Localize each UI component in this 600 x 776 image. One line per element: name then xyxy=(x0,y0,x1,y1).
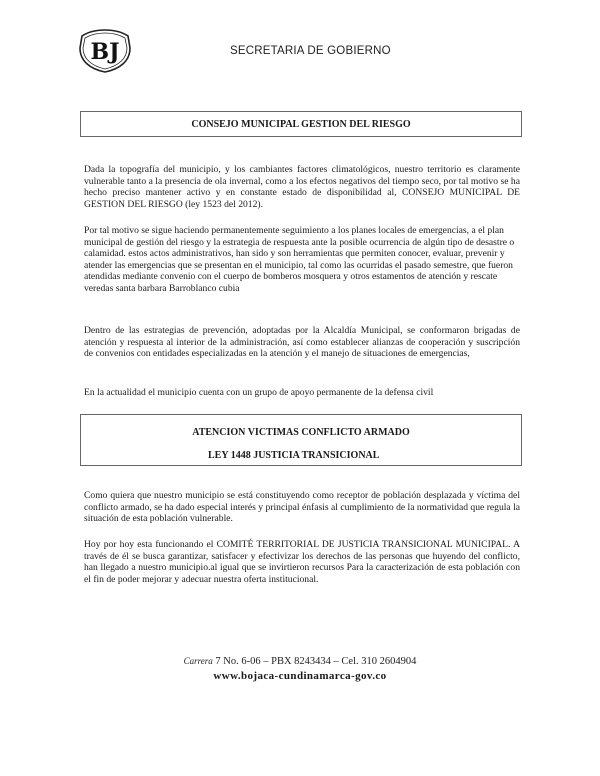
paragraph-1: Dada la topografía del municipio, y los cambiantes factores climatológicos, nuestro territorio es claramente vulnerable tanto a la presencia de ola invernal, como a los efectos negativos del tiempo seco, por tal motivo se ha hecho preciso mantener activo y en constante estado de disponibilidad al, CONSEJO MUNICIPAL DE GESTION DEL RIESGO (ley 1523 del 2012). xyxy=(84,164,520,210)
paragraph-5: Como quiera que nuestro municipio se está constituyendo como receptor de población desplazada y víctima del conflicto armado, se ha dado especial interés y principal énfasis al cumplimiento de la normatividad que regula la situación de esta población vulnerable. xyxy=(84,490,520,524)
paragraph-2: Por tal motivo se sigue haciendo permanentemente seguimiento a los planes locales de emergencias, a el plan municipal de gestión del riesgo y la estrategia de respuesta ante la posible ocurrencia de algún tipo de desastre o calamidad. estos actos administrativos, han sido y son herramientas que permiten conocer, evaluar, prevenir y atender las emergencias que se presentan en el municipio, tal como las ocurridas el pasado semestre, que fueron atendidas mediante convenio con el cuerpo de bomberos mosquera y otros estamentos de atención y rescate veredas santa barbara Barroblanco cubia xyxy=(84,225,515,294)
paragraph-4: En la actualidad el municipio cuenta con un grupo de apoyo permanente de la defensa civil xyxy=(84,387,434,398)
paragraph-3: Dentro de las estrategias de prevención, adoptadas por la Alcaldía Municipal, se conformaron brigadas de atención y respuesta al interior de la administración, así como establecer alianzas de cooperación y suscripción de convenios con entidades especializadas en la atención y el manejo de situaciones de emergencias, xyxy=(84,325,520,359)
paragraph-6: Hoy por hoy esta funcionando el COMITÉ TERRITORIAL DE JUSTICIA TRANSICIONAL MUNICIPAL. A través de él se busca garantizar, satisfacer y efectivizar los derechos de las personas que huyendo del conflicto, han llegado a nuestro municipio.al igual que se invirtieron recursos Para la caracterización de esta población con el fin de poder mejorar y adecuar nuestra oferta institucional. xyxy=(84,539,520,585)
footer-street: Carrera xyxy=(183,656,213,666)
footer-address xyxy=(0,656,600,667)
municipal-shield-logo xyxy=(78,28,132,74)
footer-website-link[interactable]: www.bojaca-cundinamarca-gov.co xyxy=(213,670,387,682)
footer-address-text: 7 No. 6-06 – PBX 8243434 – Cel. 310 2604904 xyxy=(212,656,417,667)
svg-text:BJ: BJ xyxy=(90,39,120,65)
section-title-victimas-box xyxy=(80,414,522,466)
section-title-consejo: CONSEJO MUNICIPAL GESTION DEL RIESGO xyxy=(80,111,522,137)
office-title: SECRETARIA DE GOBIERNO xyxy=(230,45,391,57)
section-title-victimas: ATENCION VICTIMAS CONFLICTO ARMADO xyxy=(192,427,410,438)
section-subtitle-ley: LEY 1448 JUSTICIA TRANSICIONAL xyxy=(208,450,380,461)
